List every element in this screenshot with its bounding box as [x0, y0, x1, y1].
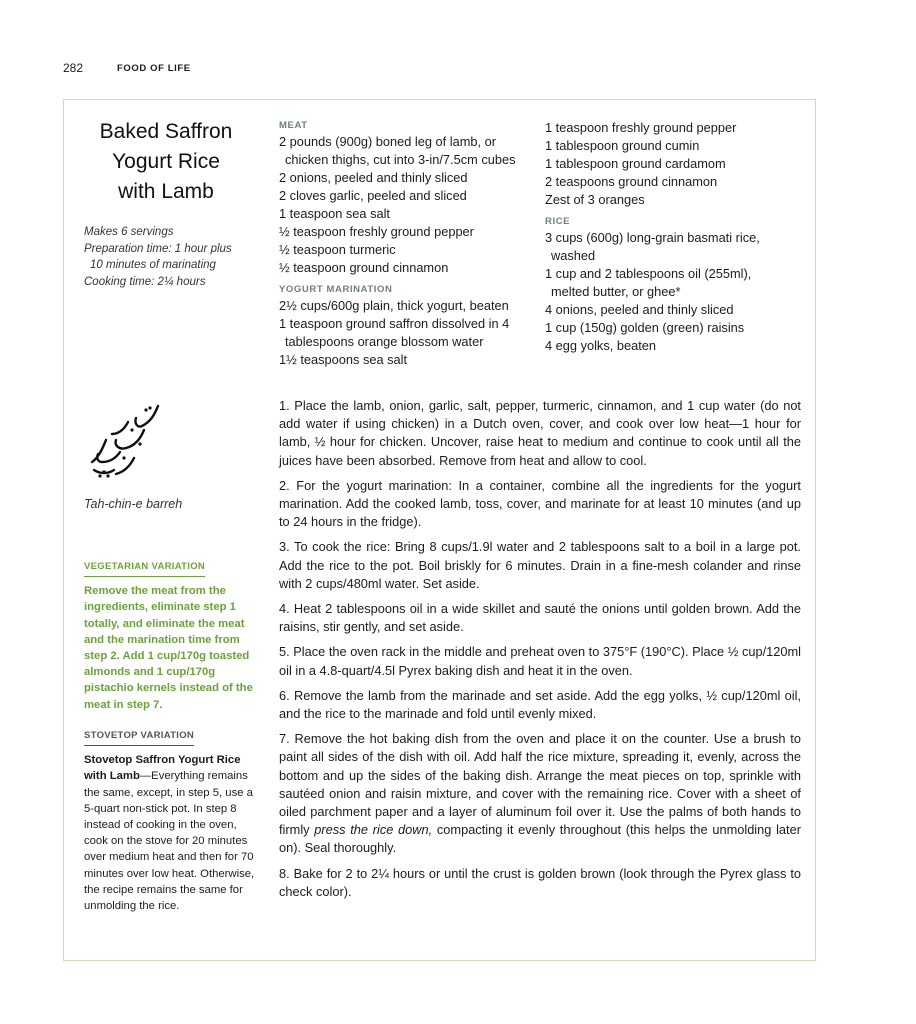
ingredient: 1½ teaspoons sea salt	[279, 352, 408, 367]
step: 6. Remove the lamb from the marinade and set aside. Add the egg yolks, ½ cup/120ml oil, and the rice to the marinade and fold until evenly mixed.	[279, 687, 801, 722]
ingredient: 1 teaspoon sea salt	[279, 206, 390, 221]
ingredient: chicken thighs, cut into 3-in/7.5cm cubes	[285, 152, 516, 167]
prep-time: Preparation time: 1 hour plus	[84, 242, 232, 255]
title-line: Baked Saffron	[99, 120, 233, 143]
ingredient: 1 cup (150g) golden (green) raisins	[545, 320, 745, 335]
stovetop-variation	[84, 727, 256, 914]
ingredient: 2 teaspoons ground cinnamon	[545, 174, 718, 189]
ingredient: ½ teaspoon turmeric	[279, 242, 396, 257]
rice-heading: RICE	[545, 216, 571, 227]
ingredient: 1 tablespoon ground cardamom	[545, 156, 726, 171]
ingredient: 2 onions, peeled and thinly sliced	[279, 170, 468, 185]
ingredient: 1 tablespoon ground cumin	[545, 138, 700, 153]
vegetarian-text: Remove the meat from the ingredients, eliminate step 1 totally, and eliminate the meat and the marination time from step 2. Add 1 cup/170g toasted almonds and 1 cup/170g pistachio kernels instead of the meat in step 7.	[84, 585, 253, 711]
step-emphasis: press the rice down,	[314, 822, 433, 838]
step-text: 7. Remove the hot baking dish from the oven and place it on the counter. Use a brush to paint all sides of the dish with oil. Add half the rice mixture, spreading it, evenly, across the bottom and up the sides of the baking dish. Arrange the meat pieces on top, sprinkle with sautéed onion and raisin mixture, and cover with the remaining rice. Cover with a sheet of oiled parchment paper and a layer of aluminum foil over it. Use the palms of both hands to firmly	[279, 731, 801, 838]
stovetop-heading: STOVETOP VARIATION	[84, 728, 194, 746]
page-number: 282	[63, 61, 84, 75]
ingredient: 2 cloves garlic, peeled and sliced	[279, 188, 467, 203]
yogurt-heading: YOGURT MARINATION	[279, 284, 393, 295]
step: 2. For the yogurt marination: In a container, combine all the ingredients for the yogurt marination. Add the cooked lamb, toss, cover, and marinate for at least 10 minutes (and up to 24 hours in the fridge).	[279, 477, 801, 530]
step: 8. Bake for 2 to 2¼ hours or until the crust is golden brown (look through the Pyrex glass to check color).	[279, 865, 801, 899]
ingredient: 1 teaspoon ground saffron dissolved in 4	[279, 316, 510, 331]
vegetarian-heading: VEGETARIAN VARIATION	[84, 559, 205, 577]
method-steps	[279, 397, 801, 908]
ingredients-column-2	[545, 119, 795, 355]
ingredient: 3 cups (600g) long-grain basmati rice,	[545, 230, 760, 245]
servings: Makes 6 servings	[84, 226, 174, 238]
step: 1. Place the lamb, onion, garlic, salt, pepper, turmeric, cinnamon, and 1 cup water (do not add water if using chicken) in a Dutch oven, cover, and cook over low heat—1 hour for lamb, ½ hour for chicken. Uncover, raise heat to medium and continue to cook until all the juices have been absorbed. Remove from heat and allow to cool.	[279, 398, 801, 468]
ingredient: 4 onions, peeled and thinly sliced	[545, 302, 734, 317]
stovetop-body	[84, 752, 256, 914]
stovetop-text: —Everything remains the same, except, in step 5, use a 5-quart non-stick pot. In step 8 instead of cooking in the oven, cook on the stove for 20 minutes over medium heat and then for 70 minutes over low heat. Otherwise, the recipe remains the same for unmolding the rice.	[84, 770, 255, 913]
step: 4. Heat 2 tablespoons oil in a wide skillet and sauté the onions until golden brown. Add the raisins, stir gently, and set aside.	[279, 601, 801, 635]
meat-heading: MEAT	[279, 120, 308, 131]
recipe-meta	[84, 224, 254, 290]
ingredient: washed	[551, 248, 596, 263]
ingredient: 2 pounds (900g) boned leg of lamb, or	[279, 134, 496, 149]
title-line: with Lamb	[118, 180, 214, 203]
persian-calligraphy	[84, 400, 164, 480]
step	[279, 730, 801, 857]
title-line: Yogurt Rice	[112, 150, 220, 173]
ingredient: ½ teaspoon ground cinnamon	[279, 260, 449, 275]
stovetop-lead: Stovetop Saffron Yogurt Rice with Lamb	[84, 754, 241, 783]
ingredient: tablespoons orange blossom water	[285, 334, 484, 349]
ingredient: melted butter, or ghee*	[551, 284, 681, 299]
step-text: compacting it evenly throughout (this helps the unmolding later on). Seal thoroughly.	[279, 822, 801, 856]
vegetarian-variation	[84, 558, 256, 713]
ingredient: Zest of 3 oranges	[545, 192, 645, 207]
ingredients-column-1	[279, 119, 539, 369]
running-head: FOOD OF LIFE	[117, 63, 191, 74]
ingredient: 1 cup and 2 tablespoons oil (255ml),	[545, 266, 752, 281]
step: 5. Place the oven rack in the middle and preheat oven to 375°F (190°C). Place ½ cup/120ml oil in a 4.8-quart/4.5l Pyrex baking dish and heat it in the oven.	[279, 644, 801, 678]
ingredient: 2½ cups/600g plain, thick yogurt, beaten	[279, 298, 509, 313]
step: 3. To cook the rice: Bring 8 cups/1.9l water and 2 tablespoons salt to a boil in a large pot. Add the rice to the pot. Boil briskly for 6 minutes. Drain in a fine-mesh colander and rinse with 2 cups/480ml water. Set aside.	[279, 539, 801, 591]
recipe-title	[78, 117, 254, 207]
transliteration: Tah-chin-e barreh	[84, 497, 183, 511]
prep-time-cont: 10 minutes of marinating	[90, 259, 216, 271]
ingredient: 4 egg yolks, beaten	[545, 338, 656, 353]
cooking-time: Cooking time: 2¼ hours	[84, 275, 206, 288]
ingredient: 1 teaspoon freshly ground pepper	[545, 120, 737, 135]
ingredient: ½ teaspoon freshly ground pepper	[279, 224, 474, 239]
